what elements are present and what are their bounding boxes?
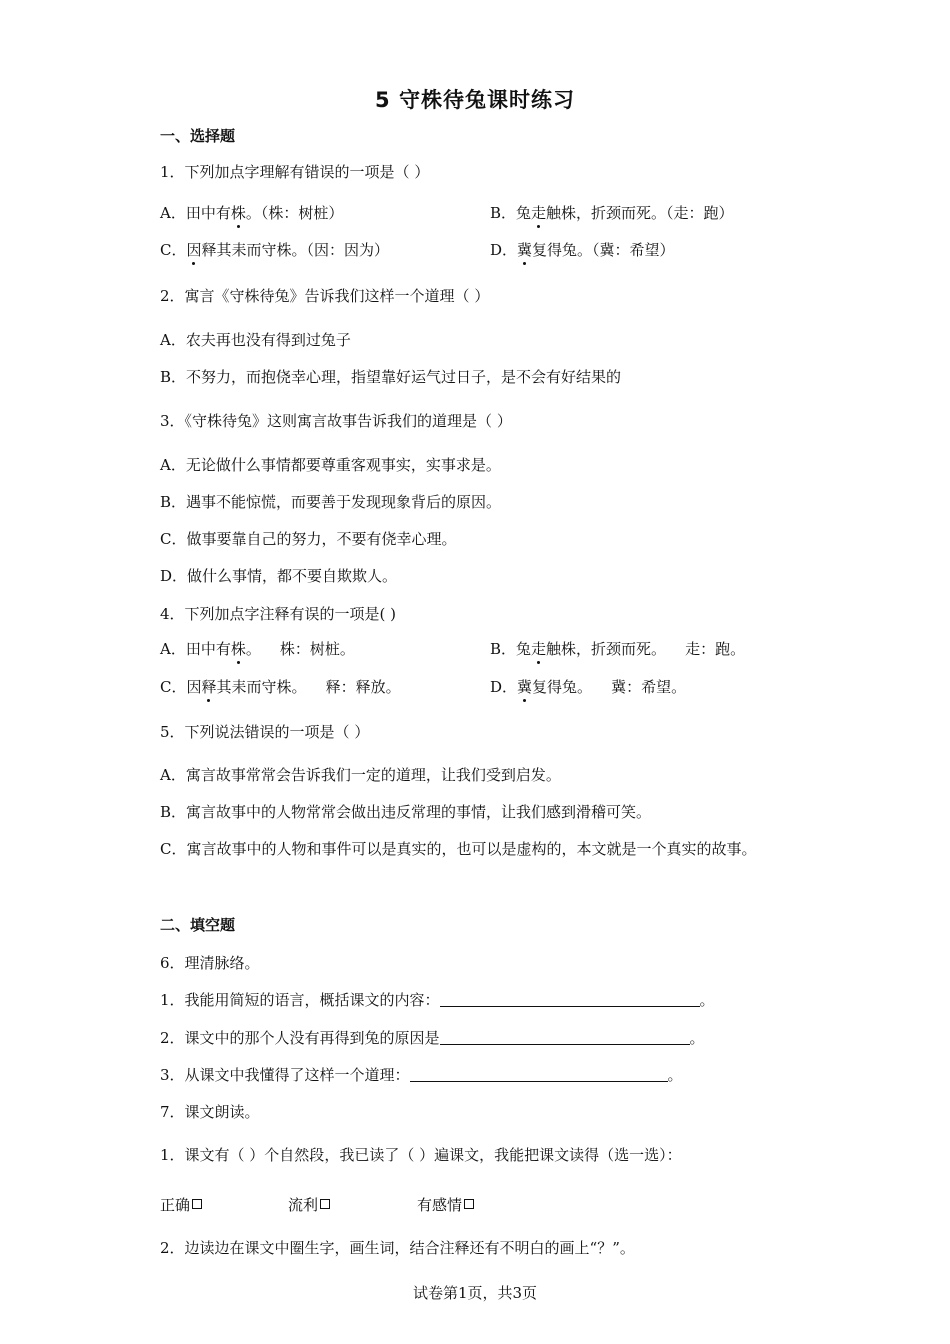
page-title: 5 守株待兔课时练习	[375, 88, 575, 112]
option-c: C．因释其耒而守株。 释：释放。	[160, 678, 401, 696]
question-3-option-b: B．遇事不能惊慌，而要善于发现现象背后的原因。	[160, 493, 502, 511]
reading-options	[160, 1195, 800, 1215]
question-1-options-cd	[160, 240, 800, 260]
section-heading-fill: 二、填空题	[160, 916, 236, 934]
question-2-stem: 2．寓言《守株待兔》告诉我们这样一个道理（ ）	[160, 287, 490, 305]
question-2-option-a: A．农夫再也没有得到过兔子	[160, 331, 351, 349]
question-7-sub-1: 1．课文有（ ）个自然段，我已读了（ ）遍课文，我能把课文读得（选一选）：	[160, 1146, 682, 1164]
dotted-char: 走	[531, 204, 547, 222]
option-correct[interactable]: 正确	[160, 1196, 202, 1214]
question-4-options-cd	[160, 677, 800, 697]
dotted-char: 走	[531, 640, 547, 658]
option-a: A．田中有株。（株：树桩）	[160, 204, 344, 222]
option-a: A．田中有株。 株：树桩。	[160, 640, 355, 658]
question-5-option-c: C．寓言故事中的人物和事件可以是真实的，也可以是虚构的，本文就是一个真实的故事。	[160, 840, 757, 858]
question-5-option-b: B．寓言故事中的人物常常会做出违反常理的事情，让我们感到滑稽可笑。	[160, 803, 652, 821]
dotted-char: 因	[186, 241, 202, 259]
dotted-char: 冀	[517, 678, 533, 696]
dotted-char: 株	[230, 640, 246, 658]
dotted-char: 冀	[517, 241, 533, 259]
option-c: C．因释其耒而守株。（因：因为）	[160, 241, 390, 259]
dotted-char: 株	[230, 204, 246, 222]
question-6-stem: 6．理清脉络。	[160, 954, 260, 972]
question-3-option-a: A．无论做什么事情都要尊重客观事实，实事求是。	[160, 456, 501, 474]
question-4-options-ab	[160, 639, 800, 659]
question-7-stem: 7．课文朗读。	[160, 1103, 260, 1121]
answer-blank[interactable]	[440, 1029, 690, 1045]
checkbox-icon[interactable]	[320, 1199, 330, 1209]
option-d: D．冀复得兔。（冀：希望）	[490, 241, 675, 259]
question-5-option-a: A．寓言故事常常会告诉我们一定的道理，让我们受到启发。	[160, 766, 561, 784]
question-2-option-b: B．不努力，而抱侥幸心理，指望靠好运气过日子，是不会有好结果的	[160, 368, 622, 386]
question-6-sub-1: 1．我能用简短的语言，概括课文的内容： 。	[160, 991, 715, 1009]
question-3-option-d: D．做什么事情，都不要自欺欺人。	[160, 567, 398, 585]
option-b: B．兔走触株，折颈而死。 走：跑。	[490, 640, 746, 658]
option-fluent[interactable]: 流利	[288, 1195, 330, 1215]
question-6-sub-3: 3．从课文中我懂得了这样一个道理： 。	[160, 1066, 683, 1084]
answer-blank[interactable]	[410, 1066, 668, 1082]
checkbox-icon[interactable]	[192, 1199, 202, 1209]
page-footer: 试卷第1页，共3页	[412, 1284, 538, 1302]
question-5-stem: 5．下列说法错误的一项是（ ）	[160, 723, 370, 741]
question-6-sub-2: 2．课文中的那个人没有再得到兔的原因是 。	[160, 1029, 705, 1047]
question-1-stem: 1．下列加点字理解有错误的一项是（ ）	[160, 163, 430, 181]
question-7-sub-2: 2．边读边在课文中圈生字，画生词，结合注释还有不明白的画上“？”。	[160, 1239, 635, 1257]
option-b: B．兔走触株，折颈而死。（走：跑）	[490, 204, 734, 222]
dotted-char: 释	[201, 678, 217, 696]
section-heading-choice: 一、选择题	[160, 127, 236, 145]
option-emotional[interactable]: 有感情	[417, 1195, 474, 1215]
question-1-options-ab	[160, 203, 800, 223]
checkbox-icon[interactable]	[464, 1199, 474, 1209]
question-3-stem: 3．《守株待兔》这则寓言故事告诉我们的道理是（ ）	[160, 412, 512, 430]
answer-blank[interactable]	[440, 991, 700, 1007]
question-3-option-c: C．做事要靠自己的努力，不要有侥幸心理。	[160, 530, 457, 548]
question-4-stem: 4．下列加点字注释有误的一项是( )	[160, 605, 397, 623]
option-d: D．冀复得兔。 冀：希望。	[490, 678, 687, 696]
